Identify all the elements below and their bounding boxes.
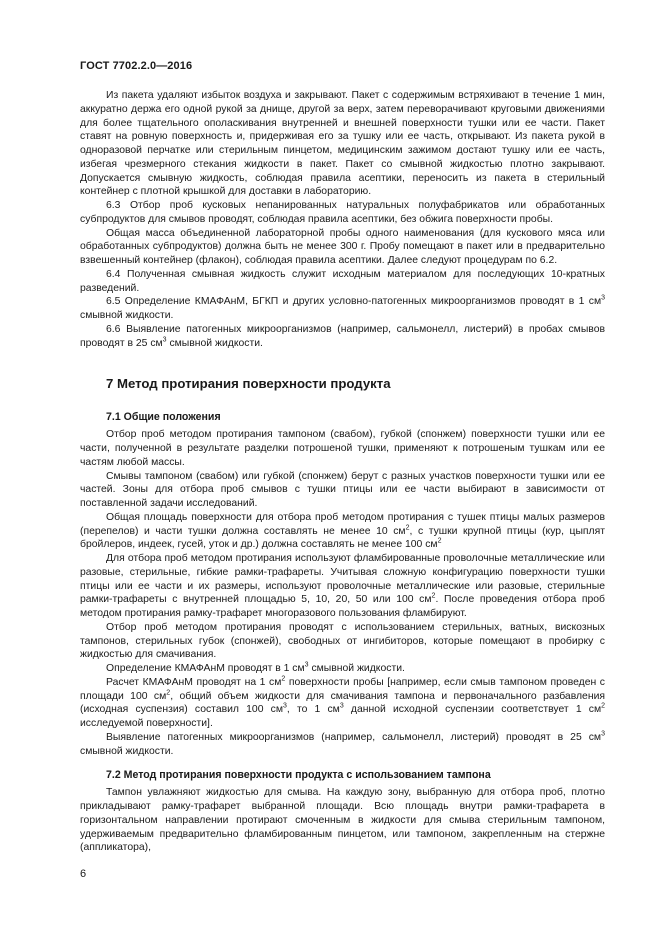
superscript: 3: [282, 702, 287, 710]
text: . После проведения отбора проб методом протирания рамку-трафарет многоразового пользования фламбируют.: [80, 594, 605, 619]
paragraph: [80, 731, 605, 759]
text: исследуемой поверхности].: [80, 718, 213, 729]
superscript: 2: [431, 592, 436, 600]
superscript: 3: [601, 294, 605, 302]
paragraph: [80, 552, 605, 621]
paragraph: Общая масса объединенной лабораторной пробы одного наименования (для кускового мяса или обработанных субпродуктов) должна быть не менее 300 г. Пробу помещают в пакет или в предварительно взвешенный контейнер (флакон), соблюдая правила асептики. Далее следуют процедурам по 6.2.: [80, 227, 605, 266]
text: , то 1 см: [286, 704, 340, 716]
text: смывной жидкости.: [308, 663, 405, 674]
text: 6.6 Выявление патогенных микроорганизмов (например, сальмонелл, листерий) в пробах смывов проводят в 25 см: [80, 323, 605, 349]
paragraph: [80, 511, 605, 552]
text: , с тушки крупной птицы (кур, цыплят бройлеров, индеек, гусей, уток и др.) должна составлять не менее 100 см: [80, 525, 606, 551]
paragraph-6-4: 6.4 Полученная смывная жидкость служит исходным материалом для последующих 10-кратных разведений.: [80, 268, 605, 294]
paragraph: Из пакета удаляют избыток воздуха и закрывают. Пакет с содержимым встряхивают в течение 1 мин, аккуратно держа его одной рукой за днище, другой за верх, затем переворачивают круговыми движениями для более тщательного ополаскивания внутренней и внешней поверхности тушки или ее части. Пакет ставят на ровную поверхность и, придерживая его за тушку или ее часть, открывают. Из пакета рукой в одноразовой перчатке или стерильным пинцетом, медицинским зажимом достают тушку или ее часть, избегая чрезмерного стекания жидкости в пакет. Пакет со смывной жидкостью плотно закрывают. Допускается смывную жидкость, соблюдая правила асептики, переносить из пакета в стерильный контейнер с плотной крышкой для доставки в лабораторию.: [80, 90, 605, 198]
superscript: 3: [304, 661, 309, 669]
paragraph: [80, 676, 605, 731]
paragraph: Отбор проб методом протирания тампоном (свабом), губкой (спонжем) поверхности тушки или ее части, полученной в результате разделки потрошеной тушки, применяют к потрошеным тушкам или ее частям любой массы.: [80, 429, 605, 468]
text: Расчет КМАФАнМ проводят на 1 см: [106, 676, 282, 688]
text: Общая площадь поверхности для отбора проб методом протирания с тушек птицы малых размеров (перепелов) и части тушки должна составлять не менее 10 см: [80, 511, 605, 537]
text: Для отбора проб методом протирания используют фламбированные проволочные металлические или разовые, стерильные, гибкие рамки-трафареты. Учитывая сложную конфигурацию поверхности тушки птицы или ее части и их размеры, используют проволочные металлические или разовые, стерильные рамки-трафареты с внутренней площадью 5, 10, 20, 50 или 100 см: [80, 553, 605, 606]
superscript: 2: [166, 689, 171, 697]
superscript: 3: [339, 702, 344, 710]
text: данной исходной суспензии соответствует 1 см: [343, 704, 602, 716]
page-body: [80, 89, 605, 855]
paragraph-6-6: [80, 323, 605, 351]
text: смывной жидкости.: [80, 310, 174, 321]
paragraph: [80, 662, 605, 676]
section-7-1-heading: 7.1 Общие положения: [106, 411, 221, 424]
text: смывной жидкости.: [80, 745, 174, 757]
text: Выявление патогенных микроорганизмов (например, сальмонелл, листерий) проводят в 25 см: [106, 731, 602, 743]
text: 6.5 Определение КМАФАнМ, БГКП и других условно-патогенных микроорганизмов проводят в 1 см: [106, 296, 602, 308]
page-number: 6: [80, 868, 87, 880]
text: поверхности пробы [например, если смыв тампоном проведен с площади 100 см: [80, 676, 605, 702]
text: Определение КМАФАнМ проводят в 1 см: [106, 663, 305, 674]
superscript: 2: [437, 537, 442, 545]
paragraph: Смывы тампоном (свабом) или губкой (спонжем) берут с разных участков поверхности тушки или ее частей. Зоны для отбора проб смывов с тушки птицы или ее части выбирают в зависимости от поставленной задачи исследований.: [80, 470, 605, 509]
text: , общий объем жидкости для смачивания тампона и первоначального разбавления (исходная суспензия) составил 100 см: [80, 690, 605, 716]
standard-header: ГОСТ 7702.2.0—2016: [80, 60, 193, 72]
paragraph-6-3: 6.3 Отбор проб кусковых непанированных натуральных полуфабрикатов или обработанных субпродуктов для смывов проводят, соблюдая правила асептики, без обжига поверхности пробы.: [80, 200, 605, 225]
paragraph-6-5: [80, 295, 605, 323]
text: смывной жидкости.: [166, 337, 263, 349]
superscript: 3: [601, 730, 605, 738]
section-7-heading: 7 Метод протирания поверхности продукта: [106, 376, 391, 392]
section-7-2-heading: 7.2 Метод протирания поверхности продукта с использованием тампона: [106, 769, 491, 782]
superscript: 3: [162, 336, 167, 344]
superscript: 2: [281, 675, 286, 683]
paragraph: Отбор проб методом протирания проводят с использованием стерильных, ватных, вискозных тампонов, стерильных губок (спонжей), свободных от ингибиторов, которые помещают в пробирку с жидкостью для смачивания.: [80, 621, 605, 661]
superscript: 2: [405, 524, 410, 532]
paragraph: Тампон увлажняют жидкостью для смыва. На каждую зону, выбранную для отбора проб, плотно прикладывают рамку-трафарет выбранной площади. Всю площадь внутри рамки-трафарета в горизонтальном направлении протирают смоченным в жидкости для смыва стерильным тампоном, удерживаемым предварительно фламбированным пинцетом, или тампоном, закрепленным на стержне (аппликатора),: [80, 787, 605, 854]
superscript: 2: [601, 702, 606, 710]
